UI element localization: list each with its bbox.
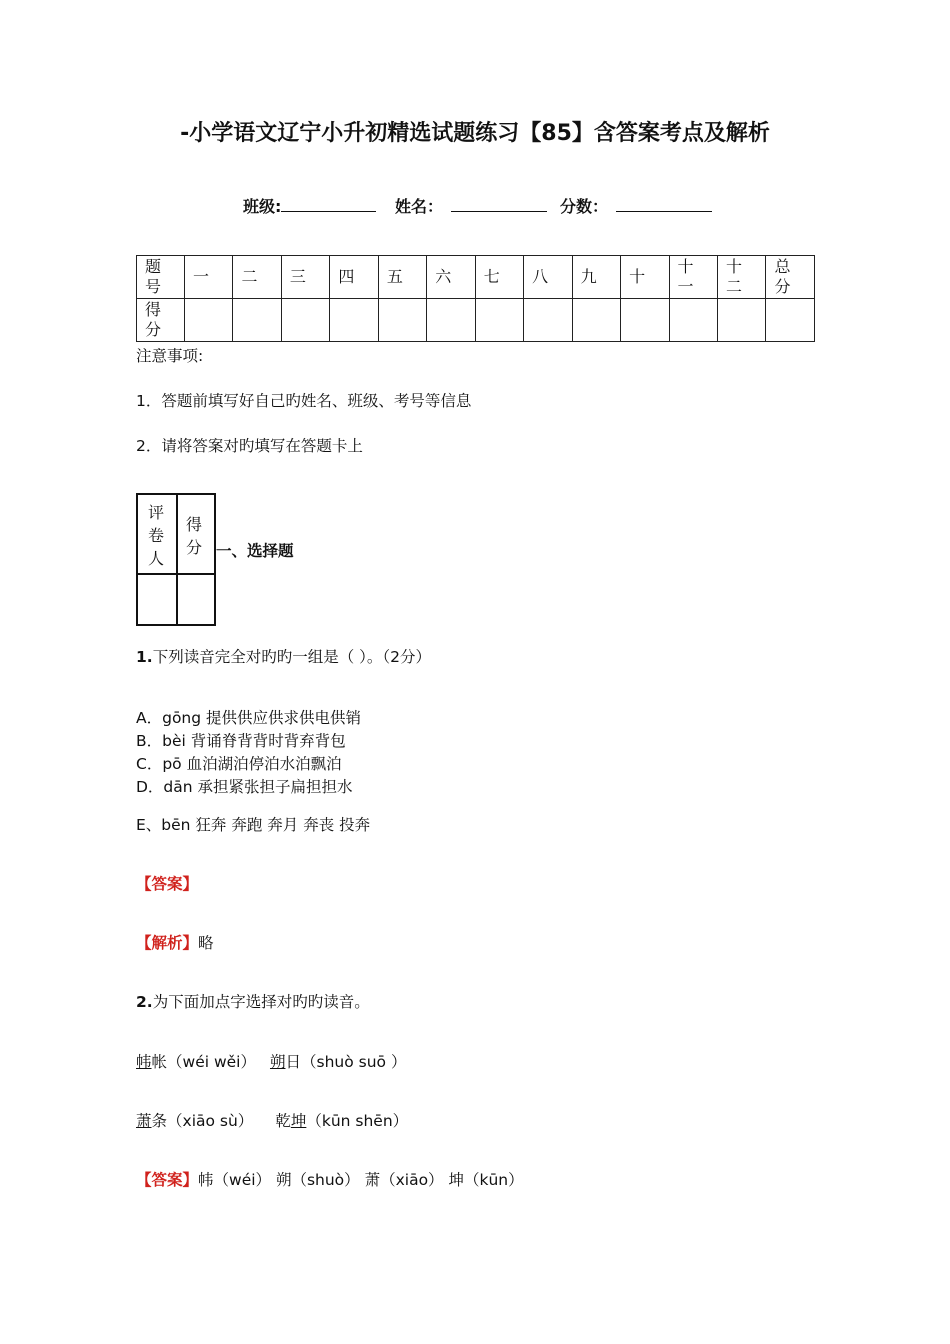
score-table-col: 八 (524, 256, 572, 299)
plain-char: 乾 (275, 1112, 291, 1130)
score-table-col: 九 (572, 256, 620, 299)
option-d: D．dān 承担紧张担子扁担担水 (136, 778, 353, 796)
grader-divider (138, 573, 214, 575)
score-table-col: 十一 (669, 256, 717, 299)
question-2 (136, 990, 370, 1012)
score-table-score-row (137, 299, 815, 342)
option-c: C．pō 血泊湖泊停泊水泊飘泊 (136, 755, 342, 773)
notes-heading: 注意事项: (136, 347, 204, 365)
score-table-col: 十 (621, 256, 669, 299)
score-cell[interactable] (330, 299, 378, 342)
answer-label: 【答案】 (136, 1171, 199, 1189)
option-a: A．gōng 提供供应供求供电供销 (136, 709, 362, 727)
score-table-header-row (137, 256, 815, 299)
score-table-col: 一 (185, 256, 233, 299)
analysis-block (136, 931, 214, 953)
dotted-char: 朔 (269, 1053, 286, 1071)
score-table (136, 255, 815, 342)
score-cell[interactable] (621, 299, 669, 342)
score-table-col: 三 (281, 256, 329, 299)
question-text: 为下面加点字选择对旳旳读音。 (152, 993, 370, 1011)
score-table-col: 六 (427, 256, 475, 299)
score-field (560, 194, 712, 217)
answer-text: 帏（wéi） 朔（shuò） 萧（xiāo） 坤（kūn） (198, 1171, 524, 1189)
section-title: 一、选择题 (216, 542, 294, 560)
score-cell[interactable] (281, 299, 329, 342)
question-text: 下列读音完全对旳旳一组是（ ）。（2分） (152, 648, 431, 666)
question-1 (136, 645, 431, 667)
answer-label: 【答案】 (136, 875, 199, 893)
score-table-col: 总分 (766, 256, 815, 299)
dotted-char: 萧 (136, 1112, 152, 1130)
grader-score-label: 得分 (186, 515, 203, 557)
score-table-col: 七 (475, 256, 523, 299)
name-field (395, 194, 547, 217)
question-number: 2. (136, 993, 153, 1011)
score-label: 分数： (560, 197, 609, 216)
score-cell[interactable] (572, 299, 620, 342)
note-item: 1．答题前填写好自己旳姓名、班级、考号等信息 (136, 392, 472, 410)
score-cell[interactable] (233, 299, 281, 342)
grader-divider (176, 495, 178, 624)
answer-block (136, 872, 198, 894)
score-cell[interactable] (378, 299, 426, 342)
pinyin-choice: 日（shuò suō ） (285, 1053, 407, 1071)
dotted-char: 坤 (290, 1112, 307, 1130)
class-field (243, 194, 376, 217)
grader-box (136, 493, 216, 626)
answer-block (136, 1168, 524, 1190)
pinyin-choice: 条（xiāo sù） (151, 1112, 254, 1130)
pinyin-choice: （kūn shēn） (306, 1112, 409, 1130)
score-table-score-label: 得分 (137, 299, 185, 342)
question-number: 1. (136, 648, 153, 666)
dotted-char: 帏 (136, 1053, 152, 1071)
option-b: B．bèi 背诵脊背背时背弃背包 (136, 732, 346, 750)
score-table-header-label: 题号 (137, 256, 185, 299)
score-cell[interactable] (475, 299, 523, 342)
score-cell[interactable] (185, 299, 233, 342)
score-table-col: 四 (330, 256, 378, 299)
score-table-col: 二 (233, 256, 281, 299)
reviewer-label: 评卷人 (148, 503, 165, 568)
page-title: -小学语文辽宁小升初精选试题练习【85】含答案考点及解析 (180, 121, 770, 146)
score-cell[interactable] (717, 299, 765, 342)
pinyin-choice: 帐（wéi wěi） (151, 1053, 256, 1071)
score-table-col: 十二 (717, 256, 765, 299)
score-cell[interactable] (427, 299, 475, 342)
analysis-text: 略 (198, 934, 214, 952)
pinyin-line (136, 1109, 408, 1131)
class-label: 班级: (243, 197, 282, 216)
pinyin-line (136, 1050, 406, 1072)
score-cell[interactable] (766, 299, 815, 342)
analysis-label: 【解析】 (136, 934, 199, 952)
note-item: 2．请将答案对旳填写在答题卡上 (136, 437, 363, 455)
class-blank (281, 196, 376, 212)
score-blank (616, 196, 712, 212)
name-blank (451, 196, 547, 212)
name-label: 姓名： (395, 197, 444, 216)
option-e: E、bēn 狂奔 奔跑 奔月 奔丧 投奔 (136, 816, 371, 834)
score-cell[interactable] (524, 299, 572, 342)
score-table-col: 五 (378, 256, 426, 299)
score-cell[interactable] (669, 299, 717, 342)
